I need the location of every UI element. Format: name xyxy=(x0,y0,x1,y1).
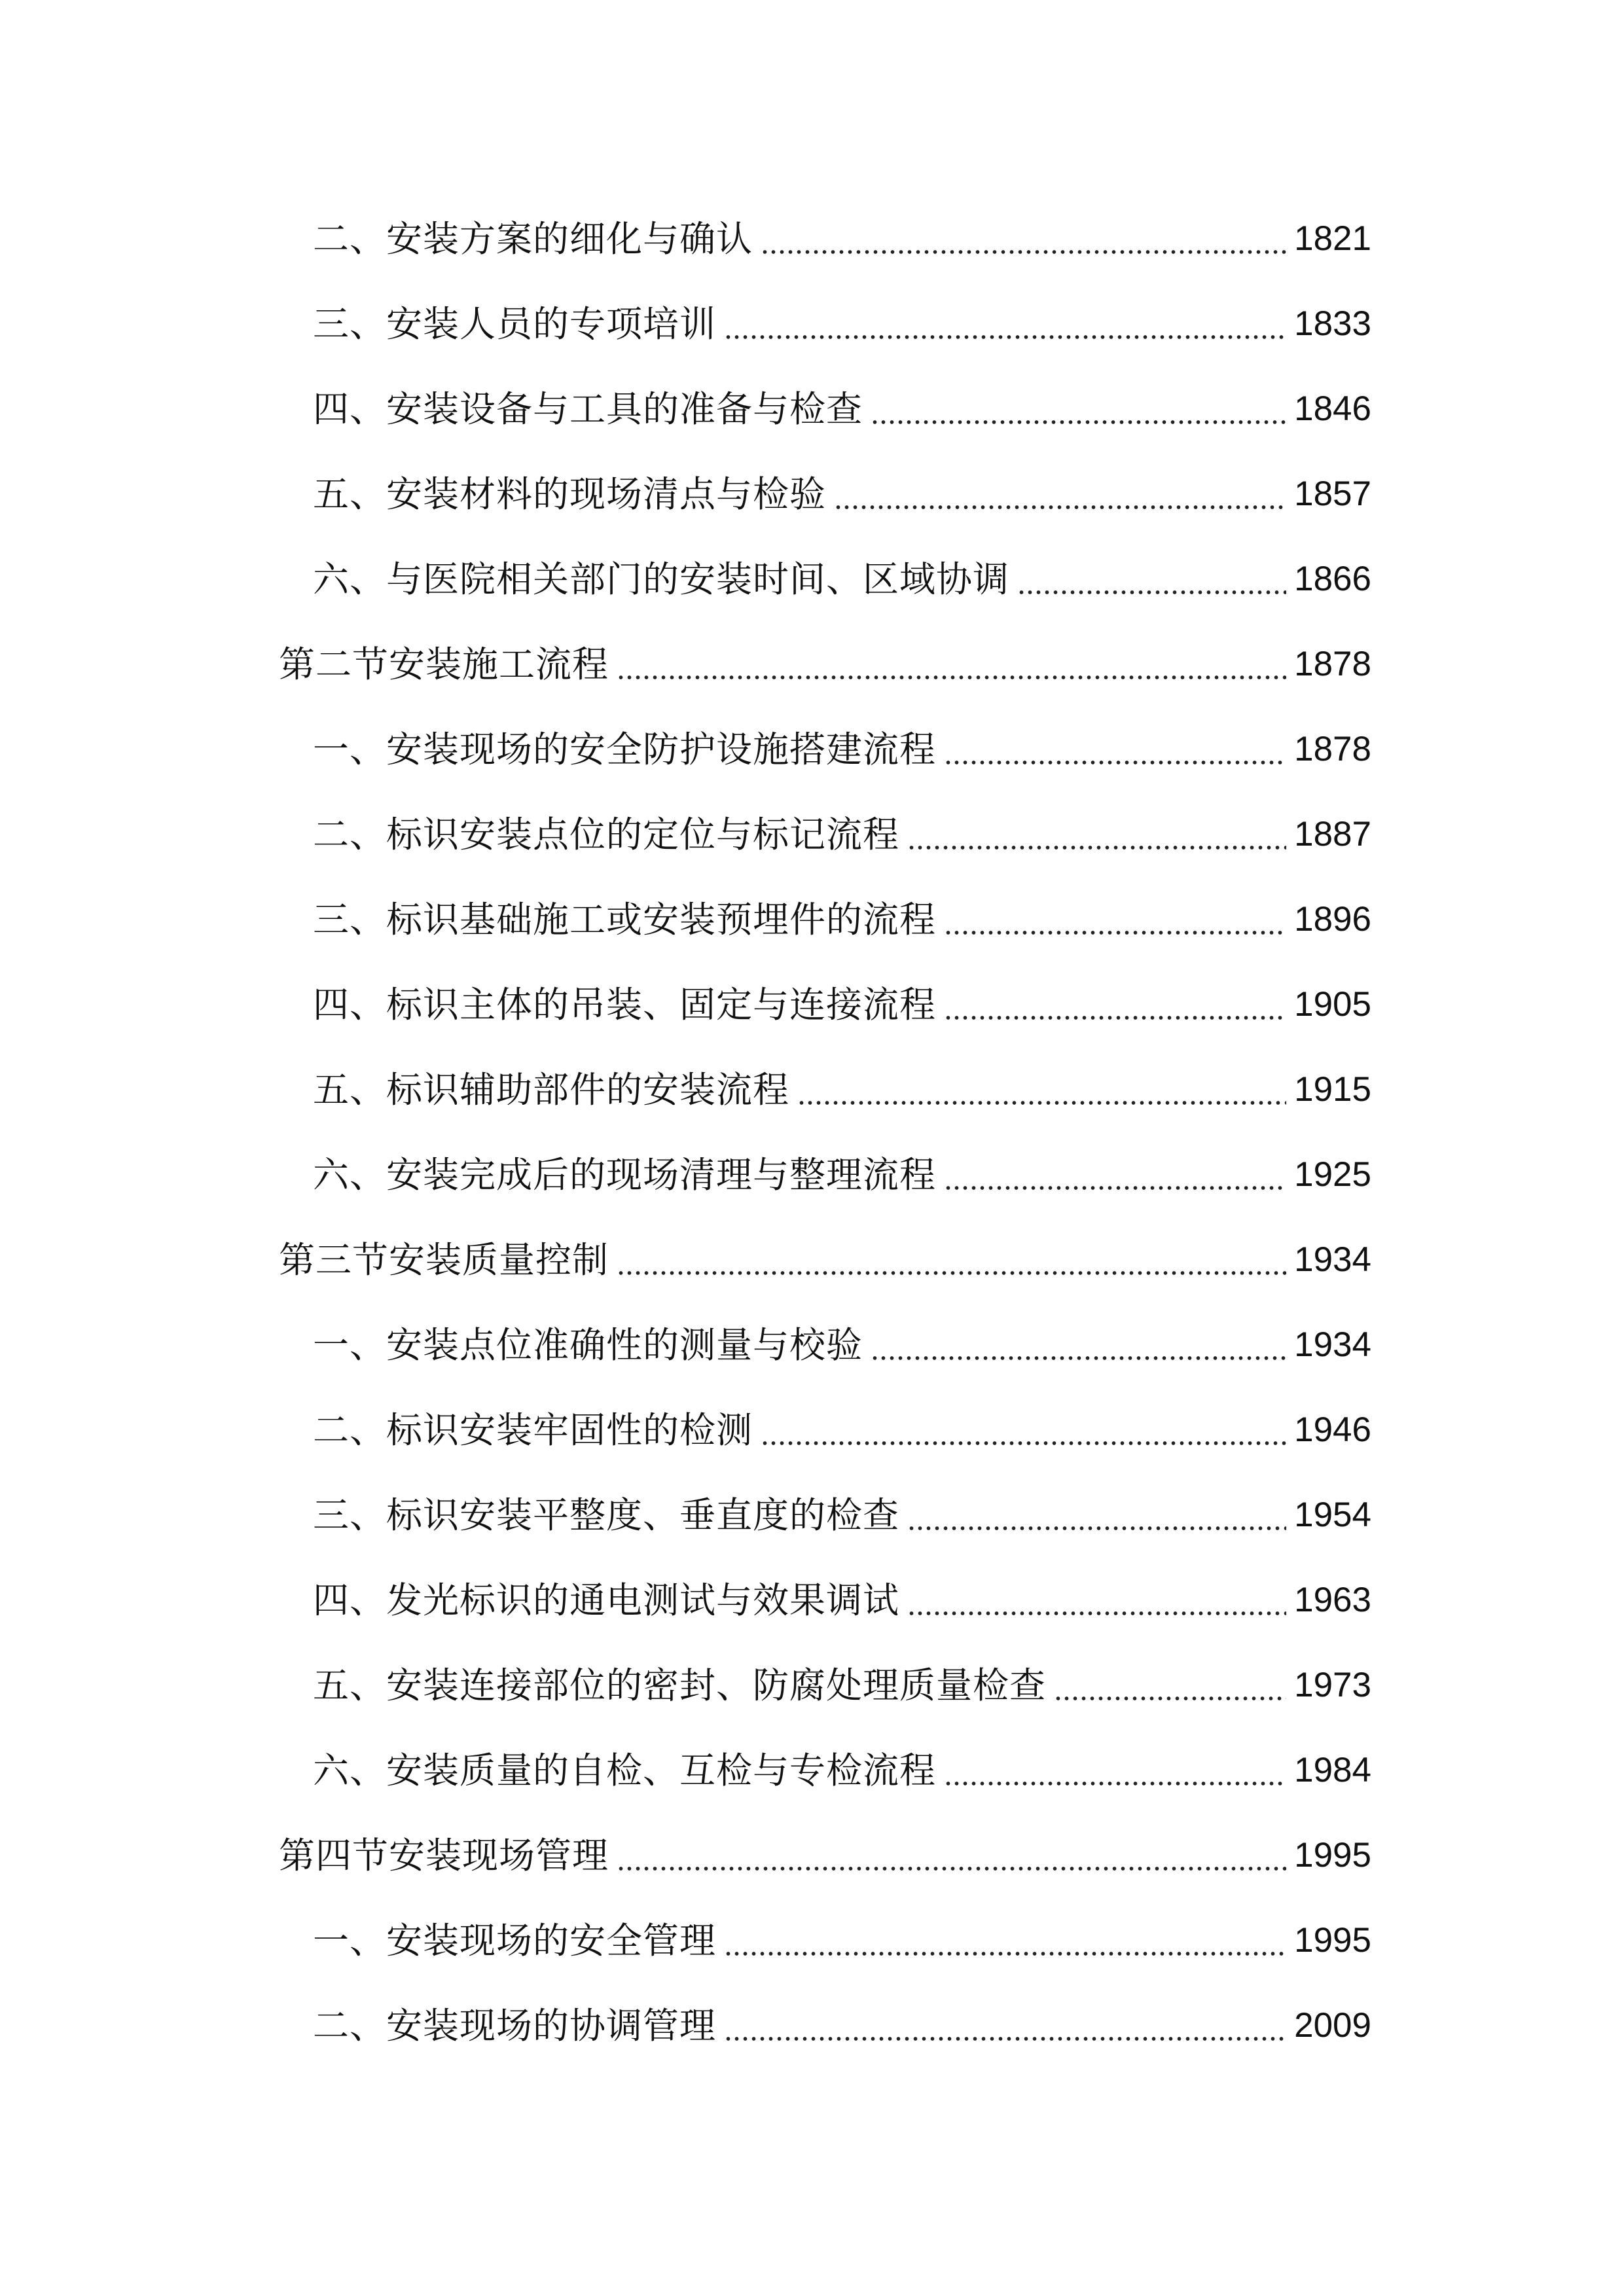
toc-entry-title: 一、安装现场的安全管理 xyxy=(313,1920,717,1962)
toc-entry[interactable] xyxy=(0,1996,1624,2055)
toc-dot-leader xyxy=(907,1526,1286,1530)
toc-dot-leader xyxy=(1054,1696,1286,1700)
toc-entry[interactable] xyxy=(0,295,1624,353)
toc-page-number: 1896 xyxy=(1294,900,1371,939)
toc-page-number: 1925 xyxy=(1294,1155,1371,1194)
toc-page-number: 1821 xyxy=(1294,219,1371,258)
toc-entry[interactable] xyxy=(0,805,1624,864)
toc-page-number: 1954 xyxy=(1294,1496,1371,1534)
toc-dot-leader xyxy=(1017,590,1286,594)
toc-page-number: 1963 xyxy=(1294,1581,1371,1619)
toc-dot-leader xyxy=(761,1441,1286,1445)
toc-dot-leader xyxy=(871,1356,1286,1360)
toc-dot-leader xyxy=(907,846,1286,850)
toc-entry[interactable] xyxy=(0,890,1624,949)
toc-entry-title: 四、安装设备与工具的准备与检查 xyxy=(313,388,863,430)
toc-dot-leader xyxy=(944,931,1286,935)
toc-section-entry[interactable] xyxy=(0,1826,1624,1885)
toc-page-number: 1866 xyxy=(1294,560,1371,598)
toc-entry-title: 四、标识主体的吊装、固定与连接流程 xyxy=(313,984,937,1026)
toc-entry[interactable] xyxy=(0,1145,1624,1204)
toc-page-number: 1887 xyxy=(1294,815,1371,853)
toc-page-number: 1878 xyxy=(1294,645,1371,683)
toc-page-number: 1915 xyxy=(1294,1070,1371,1109)
toc-section-title: 第四节安装现场管理 xyxy=(279,1835,609,1876)
toc-entry-title: 三、标识安装平整度、垂直度的检查 xyxy=(313,1494,900,1536)
toc-page-number: 1984 xyxy=(1294,1751,1371,1789)
toc-entry-title: 五、安装材料的现场清点与检验 xyxy=(313,473,827,515)
toc-page-number: 1934 xyxy=(1294,1240,1371,1279)
toc-entry[interactable] xyxy=(0,1571,1624,1630)
toc-entry-title: 一、安装现场的安全防护设施搭建流程 xyxy=(313,728,937,770)
toc-entry-title: 二、标识安装点位的定位与标记流程 xyxy=(313,814,900,855)
toc-dot-leader xyxy=(617,1867,1286,1871)
toc-entry-title: 一、安装点位准确性的测量与校验 xyxy=(313,1324,863,1366)
toc-page-number: 1995 xyxy=(1294,1921,1371,1960)
toc-page-number: 1833 xyxy=(1294,304,1371,343)
toc-dot-leader xyxy=(834,505,1286,509)
toc-entry-title: 二、标识安装牢固性的检测 xyxy=(313,1409,753,1451)
toc-entry-title: 四、发光标识的通电测试与效果调试 xyxy=(313,1579,900,1621)
toc-page-number: 1946 xyxy=(1294,1410,1371,1449)
toc-page-number: 1973 xyxy=(1294,1666,1371,1704)
toc-dot-leader xyxy=(797,1101,1286,1105)
toc-entry[interactable] xyxy=(0,1486,1624,1545)
toc-entry[interactable] xyxy=(0,975,1624,1034)
toc-page-number: 1857 xyxy=(1294,475,1371,513)
toc-dot-leader xyxy=(617,1271,1286,1275)
toc-section-entry[interactable] xyxy=(0,635,1624,694)
toc-entry[interactable] xyxy=(0,550,1624,609)
toc-entry-title: 五、安装连接部位的密封、防腐处理质量检查 xyxy=(313,1664,1047,1706)
toc-entry[interactable] xyxy=(0,465,1624,524)
toc-page-number: 1846 xyxy=(1294,389,1371,428)
toc-entry-title: 六、安装质量的自检、互检与专检流程 xyxy=(313,1749,937,1791)
toc-dot-leader xyxy=(871,420,1286,424)
toc-entry-title: 六、与医院相关部门的安装时间、区域协调 xyxy=(313,558,1010,600)
toc-entry-title: 二、安装方案的细化与确认 xyxy=(313,218,753,260)
toc-entry[interactable] xyxy=(0,380,1624,439)
toc-section-title: 第二节安装施工流程 xyxy=(279,643,609,685)
toc-entry[interactable] xyxy=(0,1060,1624,1119)
toc-dot-leader xyxy=(724,1952,1286,1956)
toc-page-number: 1905 xyxy=(1294,985,1371,1024)
toc-dot-leader xyxy=(944,1016,1286,1020)
toc-entry-title: 二、安装现场的协调管理 xyxy=(313,2005,717,2047)
toc-entry-title: 五、标识辅助部件的安装流程 xyxy=(313,1069,790,1111)
toc-dot-leader xyxy=(944,1782,1286,1785)
toc-dot-leader xyxy=(944,1186,1286,1190)
toc-page-number: 1934 xyxy=(1294,1325,1371,1364)
toc-dot-leader xyxy=(761,250,1286,254)
toc-page-number: 2009 xyxy=(1294,2006,1371,2045)
toc-entry[interactable] xyxy=(0,1401,1624,1460)
toc-dot-leader xyxy=(724,335,1286,339)
toc-entry-title: 三、安装人员的专项培训 xyxy=(313,303,717,345)
toc-entry-title: 六、安装完成后的现场清理与整理流程 xyxy=(313,1154,937,1196)
toc-page-number: 1995 xyxy=(1294,1836,1371,1874)
toc-entry[interactable] xyxy=(0,1741,1624,1800)
toc-entry[interactable] xyxy=(0,720,1624,779)
toc-entry[interactable] xyxy=(0,1911,1624,1970)
toc-dot-leader xyxy=(944,761,1286,764)
toc-dot-leader xyxy=(724,2037,1286,2041)
toc-entry[interactable] xyxy=(0,209,1624,268)
toc-entry[interactable] xyxy=(0,1316,1624,1374)
toc-section-title: 第三节安装质量控制 xyxy=(279,1239,609,1281)
toc-entry-title: 三、标识基础施工或安装预埋件的流程 xyxy=(313,899,937,941)
toc-section-entry[interactable] xyxy=(0,1230,1624,1289)
toc-page-number: 1878 xyxy=(1294,730,1371,768)
toc-dot-leader xyxy=(617,675,1286,679)
toc-dot-leader xyxy=(907,1611,1286,1615)
toc-entry[interactable] xyxy=(0,1656,1624,1715)
